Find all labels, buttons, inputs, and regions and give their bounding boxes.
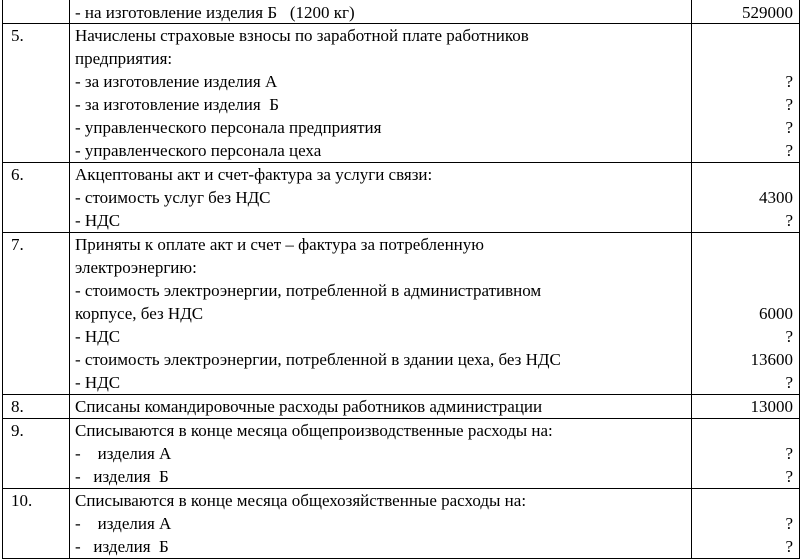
- description-line: - управленческого персонала цеха: [75, 141, 322, 160]
- amount-value: [692, 163, 793, 186]
- description-line: - изделия А: [75, 444, 172, 463]
- amount-value: ?: [785, 72, 793, 91]
- row-number: [3, 419, 70, 489]
- amount-value: 13600: [750, 350, 793, 369]
- row-amount: [692, 233, 800, 395]
- description-line: - стоимость электроэнергии, потребленной в административном: [75, 281, 542, 300]
- transactions-table-body: [3, 1, 800, 559]
- table-row: [3, 163, 800, 233]
- amount-value: ?: [785, 373, 793, 392]
- row-description: [70, 163, 692, 233]
- row-number: [3, 233, 70, 395]
- row-description: [70, 233, 692, 395]
- row-number-text: [11, 1, 69, 23]
- table-row: [3, 489, 800, 559]
- row-number-text: 7.: [11, 235, 24, 254]
- amount-value: 4300: [759, 188, 793, 207]
- row-description: [70, 24, 692, 163]
- row-description: [70, 419, 692, 489]
- row-description: [70, 489, 692, 559]
- description-line: - на изготовление изделия Б (1200 кг): [75, 3, 355, 22]
- row-number-text: 8.: [11, 397, 24, 416]
- amount-value: [692, 24, 793, 47]
- table-row: [3, 24, 800, 163]
- amount-value: [692, 419, 793, 442]
- amount-value: ?: [785, 327, 793, 346]
- description-line: - НДС: [75, 327, 121, 346]
- row-number-text: 9.: [11, 421, 24, 440]
- description-line: - изделия Б: [75, 467, 169, 486]
- row-number-text: 6.: [11, 165, 24, 184]
- amount-value: ?: [785, 537, 793, 556]
- table-row: [3, 419, 800, 489]
- description-line: корпусе, без НДС: [75, 304, 204, 323]
- amount-value: [692, 489, 793, 512]
- amount-value: 13000: [750, 397, 793, 416]
- row-amount: [692, 163, 800, 233]
- row-amount: [692, 1, 800, 24]
- description-line: - изделия Б: [75, 537, 169, 556]
- row-description: [70, 395, 692, 419]
- amount-value: 6000: [759, 304, 793, 323]
- table-row: [3, 395, 800, 419]
- description-line: Списываются в конце месяца общехозяйственные расходы на:: [75, 491, 527, 510]
- row-amount: [692, 489, 800, 559]
- description-line: - управленческого персонала предприятия: [75, 118, 382, 137]
- row-number: [3, 489, 70, 559]
- amount-value: ?: [785, 118, 793, 137]
- amount-value: [692, 279, 793, 302]
- row-number-text: 10.: [11, 491, 33, 510]
- amount-value: ?: [785, 141, 793, 160]
- row-number: [3, 395, 70, 419]
- row-description: [70, 1, 692, 24]
- table-row: [3, 233, 800, 395]
- description-line: Акцептованы акт и счет-фактура за услуги связи:: [75, 165, 433, 184]
- row-number: [3, 163, 70, 233]
- description-line: Приняты к оплате акт и счет – фактура за потребленную: [75, 235, 484, 254]
- description-line: предприятия:: [75, 49, 173, 68]
- description-line: - стоимость услуг без НДС: [75, 188, 271, 207]
- transactions-table: [2, 0, 800, 559]
- description-line: Начислены страховые взносы по заработной плате работников: [75, 26, 529, 45]
- amount-value: ?: [785, 211, 793, 230]
- description-line: - за изготовление изделия Б: [75, 95, 279, 114]
- amount-value: [692, 47, 793, 70]
- row-number-text: 5.: [11, 26, 24, 45]
- row-number: [3, 1, 70, 24]
- description-line: электроэнергию:: [75, 258, 197, 277]
- description-line: Списаны командировочные расходы работников администрации: [75, 397, 543, 416]
- amount-value: ?: [785, 514, 793, 533]
- description-line: - НДС: [75, 373, 121, 392]
- row-amount: [692, 419, 800, 489]
- table-row: [3, 1, 800, 24]
- description-line: - НДС: [75, 211, 121, 230]
- amount-value: [692, 256, 793, 279]
- description-line: - изделия А: [75, 514, 172, 533]
- description-line: Списываются в конце месяца общепроизводственные расходы на:: [75, 421, 553, 440]
- row-amount: [692, 24, 800, 163]
- description-line: - стоимость электроэнергии, потребленной в здании цеха, без НДС: [75, 350, 561, 369]
- amount-value: [692, 233, 793, 256]
- description-line: - за изготовление изделия А: [75, 72, 278, 91]
- row-number: [3, 24, 70, 163]
- amount-value: ?: [785, 444, 793, 463]
- amount-value: ?: [785, 95, 793, 114]
- row-amount: [692, 395, 800, 419]
- amount-value: 529000: [742, 3, 793, 22]
- amount-value: ?: [785, 467, 793, 486]
